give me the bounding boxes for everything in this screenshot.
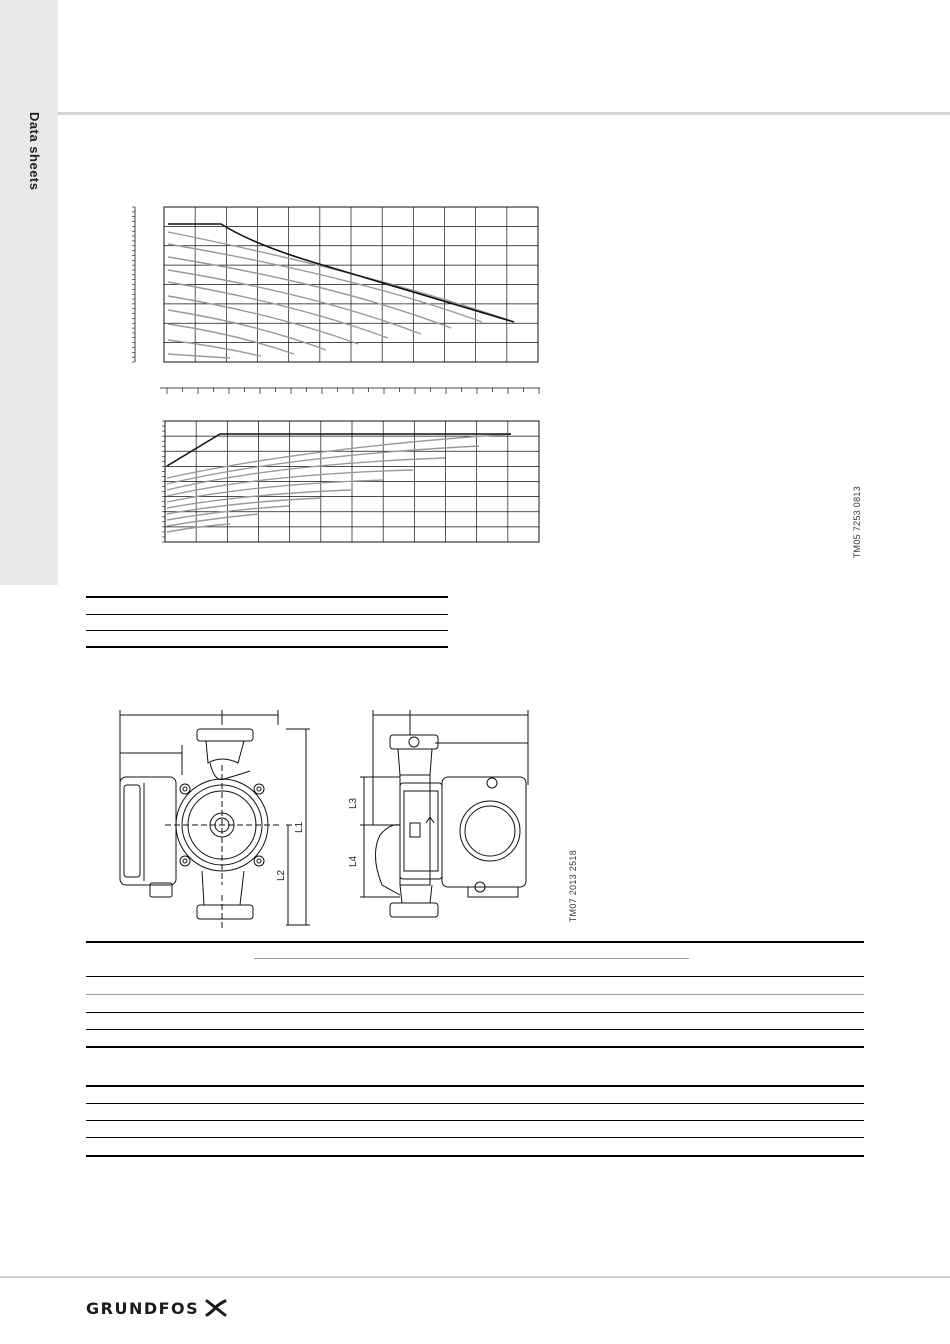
header-divider: [58, 112, 950, 115]
dimension-label-l4: L4: [348, 855, 359, 867]
table-rule: [86, 1120, 864, 1121]
performance-curve: [168, 244, 482, 322]
grundfos-logo: [86, 1296, 227, 1320]
performance-curve: [168, 310, 326, 350]
power-curve: [167, 524, 230, 532]
table-rule: [86, 630, 448, 631]
performance-curve: [168, 354, 230, 358]
table-rule: [86, 994, 864, 995]
table-rule: [86, 1029, 864, 1030]
table-rule: [86, 1137, 864, 1138]
sidebar-tab: [0, 0, 58, 585]
power-curve: [167, 514, 259, 526]
table-rule: [86, 976, 864, 977]
pump-front-view: [110, 705, 325, 933]
table-rule: [86, 596, 448, 598]
head-curve-chart: [126, 204, 546, 374]
performance-curve: [168, 270, 421, 334]
table-rule: [86, 614, 448, 615]
brand-name: GRUNDFOS: [86, 1298, 200, 1318]
performance-curve: [168, 296, 358, 344]
sidebar-section-label: Data sheets: [27, 112, 42, 191]
footer-divider: [0, 1276, 950, 1278]
table-rule: [86, 1046, 864, 1048]
power-curve-chart: [155, 418, 545, 552]
power-curve: [167, 458, 445, 490]
table-rule: [86, 941, 864, 943]
table-rule: [86, 1012, 864, 1013]
table-rule: [86, 1085, 864, 1087]
dimension-label-l3: L3: [348, 797, 359, 809]
grundfos-mark-icon: [205, 1299, 227, 1317]
table-rule: [86, 1155, 864, 1157]
table-rule: [86, 646, 448, 648]
table-rule: [254, 958, 689, 959]
dimension-label-l2: L2: [276, 869, 287, 881]
power-curve: [167, 490, 351, 508]
dimensions-drawing-code: TM07 2013 2518: [568, 850, 578, 923]
flow-scale-axis: [160, 384, 544, 398]
table-rule: [86, 1103, 864, 1104]
pump-side-view: [340, 705, 540, 933]
dimension-label-l1: L1: [294, 821, 305, 833]
curves-drawing-code: TM05 7253 0813: [852, 486, 862, 559]
